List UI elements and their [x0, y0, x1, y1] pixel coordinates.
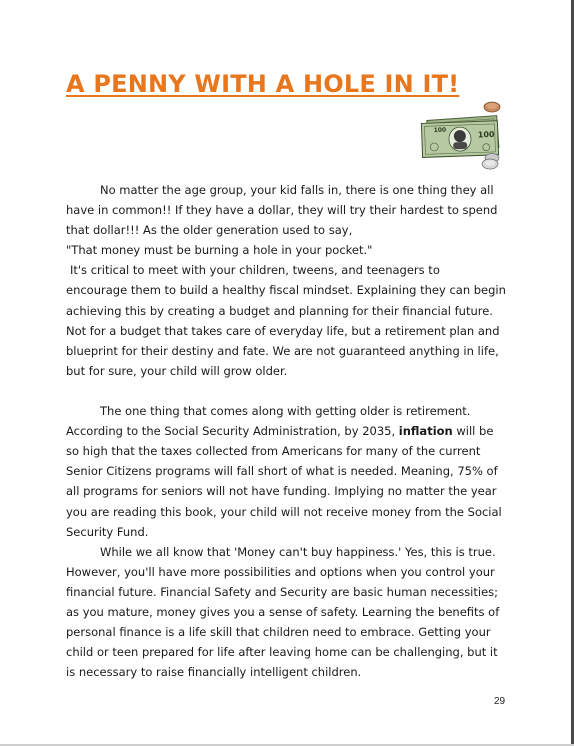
bill-label-large: 100: [477, 129, 495, 140]
paragraph-2-line: encourage them to build a healthy fiscal mindset. Explaining they can begin: [66, 283, 506, 298]
paragraph-gap: [66, 381, 506, 401]
paragraph-4-line: is necessary to raise financially intelligent children.: [66, 665, 362, 680]
paragraph-3-text: According to the Social Security Administration, by 2035,: [66, 424, 399, 439]
page-number: 29: [494, 696, 506, 707]
paragraph-1-line: "That money must be burning a hole in your pocket.": [66, 243, 373, 258]
money-bills-and-coins-icon: [420, 98, 506, 170]
paragraph-4-line: personal finance is a life skill that children need to embrace. Getting your: [66, 625, 491, 640]
paragraph-2-line: Not for a budget that takes care of everyday life, but a retirement plan and: [66, 323, 500, 338]
paragraph-1-line: that dollar!!! As the older generation used to say,: [66, 223, 353, 238]
paragraph-4-line: financial future. Financial Safety and Security are basic human necessities;: [66, 584, 499, 599]
paragraph-2-line: but for sure, your child will grow older.: [66, 363, 288, 378]
paragraph-3-line: Senior Citizens programs will fall short of what is needed. Meaning, 75% of: [66, 464, 498, 479]
paragraph-3-line: so high that the taxes collected from Americans for many of the current: [66, 444, 481, 459]
paragraph-3-line: [66, 421, 506, 441]
paragraph-3-line: Security Fund.: [66, 524, 149, 539]
body-text: [66, 180, 506, 682]
page-title: A PENNY WITH A HOLE IN IT!: [66, 70, 460, 98]
bill-label: 100: [433, 126, 447, 135]
inflation-term: inflation: [398, 424, 453, 439]
paragraph-4-line: While we all know that 'Money can't buy happiness.' Yes, this is true.: [100, 544, 496, 559]
paragraph-3-line: all programs for seniors will not have funding. Implying no matter the year: [66, 484, 497, 499]
paragraph-3-line: The one thing that comes along with getting older is retirement.: [100, 404, 471, 419]
paragraph-4-line: child or teen prepared for life after leaving home can be challenging, but it: [66, 645, 498, 660]
paragraph-2-line: blueprint for their destiny and fate. We are not guaranteed anything in life,: [66, 343, 499, 358]
paragraph-4-line: as you mature, money gives you a sense of safety. Learning the benefits of: [66, 604, 500, 619]
paragraph-1-line: have in common!! If they have a dollar, they will try their hardest to spend: [66, 203, 498, 218]
paragraph-1-line: No matter the age group, your kid falls in, there is one thing they all: [100, 183, 494, 197]
paragraph-2-line: It's critical to meet with your children, tweens, and teenagers to: [70, 263, 440, 278]
paragraph-4-line: However, you'll have more possibilities and options when you control your: [66, 564, 495, 579]
paragraph-3-line: you are reading this book, your child will not receive money from the Social: [66, 504, 502, 519]
paragraph-3-text: will be: [452, 424, 494, 439]
paragraph-2-line: achieving this by creating a budget and planning for their financial future.: [66, 303, 493, 318]
